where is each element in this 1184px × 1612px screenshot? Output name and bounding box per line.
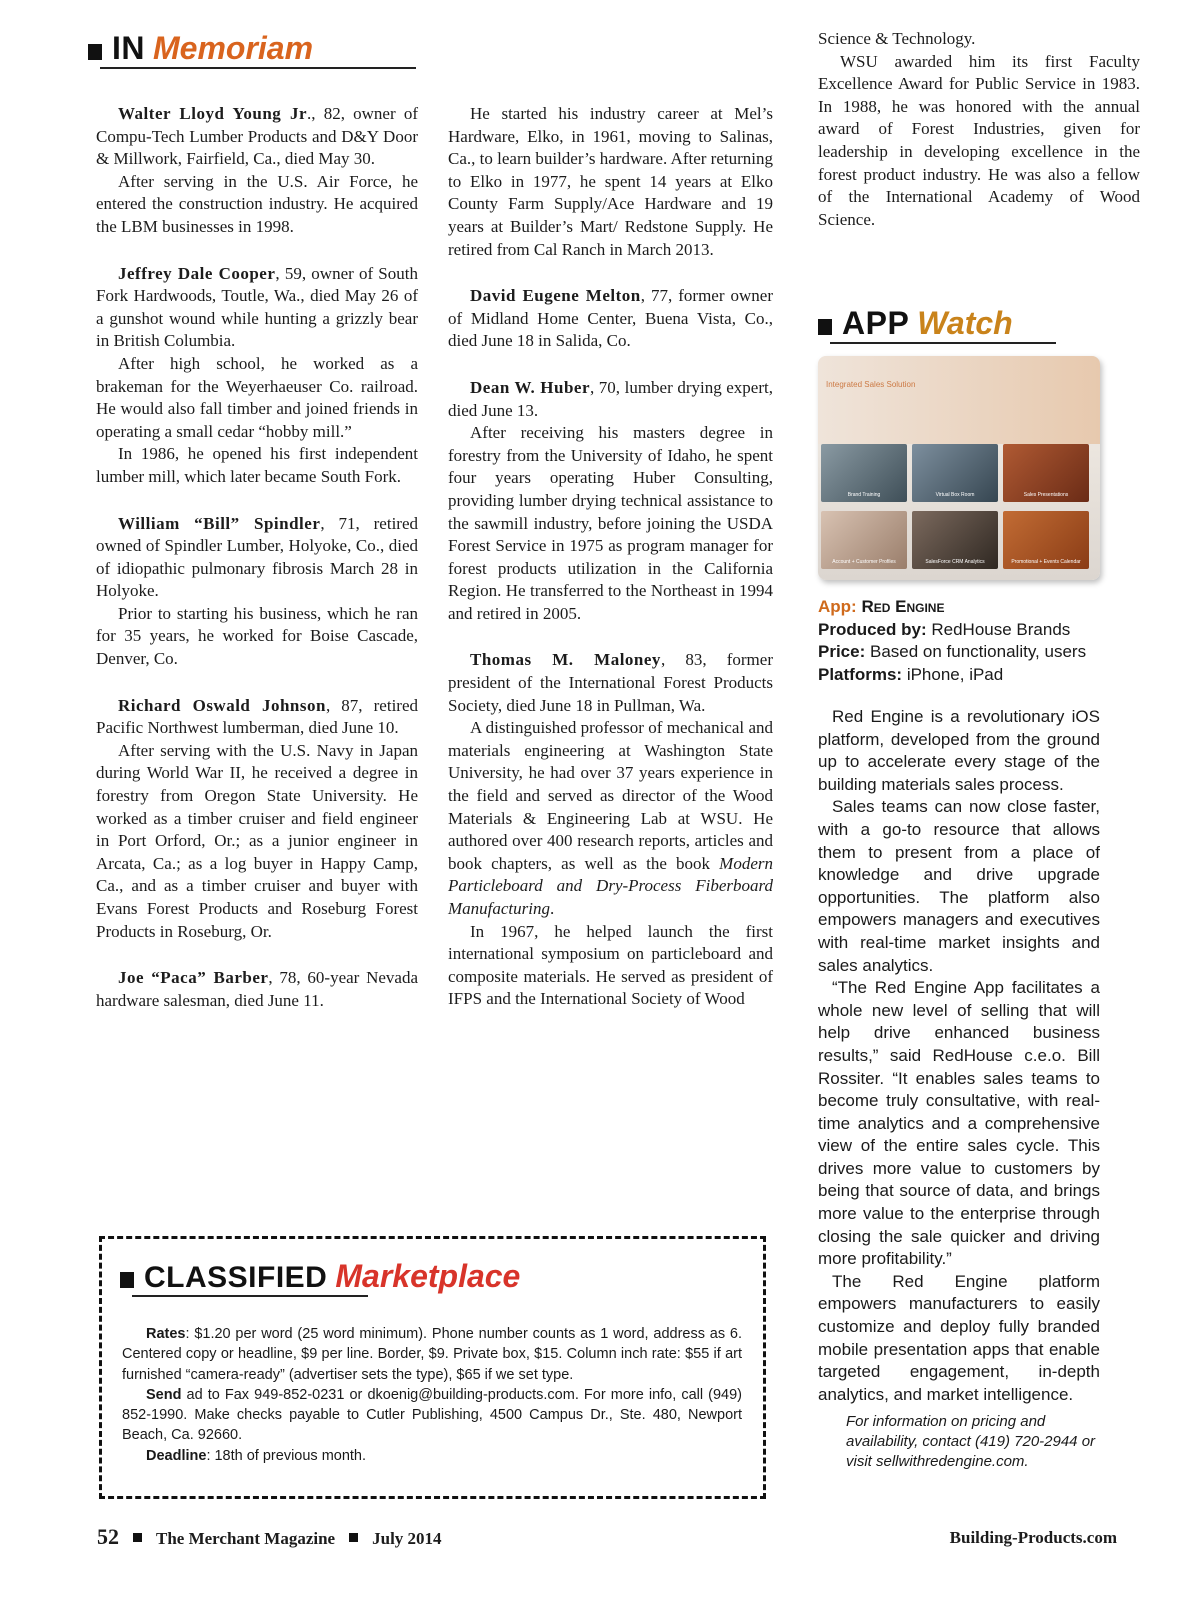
app-price-line: Price: Based on functionality, users xyxy=(818,642,1087,662)
classified-rule xyxy=(132,1295,368,1297)
footer-square-icon xyxy=(133,1533,142,1542)
classified-send: Send ad to Fax 949-852-0231 or dkoenig@building-products.com. For more info, call (949) 852-1990. Make checks payable to Cutler Publishing, 4500 Campus Dr., Ste. 480, Newport Beach, Ca. 92660. xyxy=(122,1386,742,1444)
website-link[interactable]: Building-Products.com xyxy=(949,1528,1117,1547)
app-banner-text: Integrated Sales Solution xyxy=(826,380,916,389)
app-paragraph: Sales teams can now close faster, with a go-to resource that allows them to present from a place of knowledge and drive upgrade opportunities. The platform also empowers managers and executives with real-time market insights and sales analytics. xyxy=(818,797,1100,975)
classified-body xyxy=(122,1324,742,1466)
obituary-paragraph: After serving with the U.S. Navy in Japan during World War II, he received a degree in forestry from Oregon State University. He worked as a timber cruiser and field engineer in Port Orford, Or.; as a junior engineer in Arcata, Ca.; as a log buyer in Happy Camp, Ca., and as a timber cruiser and buyer with Evans Forest Products and Roseburg Forest Products in Roseburg, Or. xyxy=(96,740,418,941)
obituary-entry: Dean W. Huber, 70, lumber drying expert, died June 13. xyxy=(448,377,773,420)
memoriam-rule xyxy=(100,67,416,69)
memoriam-title-black: IN xyxy=(112,30,145,66)
memoriam-column-1 xyxy=(96,103,418,1012)
app-tile-image: Account + Customer Profiles xyxy=(821,511,907,569)
footer-square-icon xyxy=(349,1533,358,1542)
obituary-paragraph: After serving in the U.S. Air Force, he entered the construction industry. He acquired the LBM businesses in 1998. xyxy=(96,171,418,236)
app-watch-title-color: Watch xyxy=(917,305,1013,341)
app-tile-image: Promotional + Events Calendar xyxy=(1003,511,1089,569)
obituary-paragraph: A distinguished professor of mechanical and materials engineering at Washington State University, he had over 37 years experience in the field and served as director of the Wood Materials & Engineering Lab at WSU. He authored over 400 research reports, articles and book chapters, as well as the book Modern Particleboard and Dry-Process Fiberboard Manufacturing. xyxy=(448,718,773,918)
memoriam-heading xyxy=(88,30,313,67)
app-details xyxy=(818,596,1118,686)
app-watch-heading xyxy=(818,305,1013,342)
classified-deadline: Deadline: 18th of previous month. xyxy=(146,1447,367,1464)
classified-rates: Rates: $1.20 per word (25 word minimum). Phone number counts as 1 word, address as 6. Centered copy or headline, $9 per line. Border, $9. Private box, $15. Column inch rate: $55 if art furnished “camera-ready” (advertiser sets the type), $65 if we set type. xyxy=(122,1326,742,1383)
obituary-paragraph: In 1967, he helped launch the first international symposium on particleboard and composite materials. He served as president of IFPS and the International Society of Wood xyxy=(448,921,773,1009)
app-watch-title-black: APP xyxy=(842,305,910,341)
app-paragraph: “The Red Engine App facilitates a whole new level of selling that will help drive enhanced business results,” said RedHouse c.e.o. Bill Rossiter. “It enables sales teams to become truly consultative, with real-time analytics and a comprehensive view of the entire sales cycle. This drives more value to customers by being that source of data, and brings more value to the enterprise through closing the sale quicker and driving more profitability.” xyxy=(818,978,1100,1269)
app-watch-rule xyxy=(830,342,1056,344)
obituary-paragraph: Science & Technology. xyxy=(818,29,976,48)
classified-title-black: CLASSIFIED xyxy=(144,1261,328,1294)
app-paragraph: Red Engine is a revolutionary iOS platform, developed from the ground up to accelerate every stage of the building materials sales process. xyxy=(818,707,1100,794)
obituary-entry: Jeffrey Dale Cooper, 59, owner of South Fork Hardwoods, Toutle, Wa., died May 26 of a gunshot wound while hunting a grizzly bear in British Columbia. xyxy=(96,263,418,351)
app-tile-image: SalesForce CRM Analytics xyxy=(912,511,998,569)
obituary-entry: Richard Oswald Johnson, 87, retired Pacific Northwest lumberman, died June 10. xyxy=(96,695,418,738)
heading-square-icon xyxy=(120,1272,134,1288)
obituary-paragraph: After receiving his masters degree in forestry from the University of Idaho, he spent four years operating Huber Consulting, providing lumber drying technical assistance to the sawmill industry, before joining the USDA Forest Service in 1975 as program manager for forest products utilization in the California Region. He transferred to the Northeast in 1994 and retired in 2005. xyxy=(448,423,773,623)
app-paragraph: The Red Engine platform empowers manufacturers to easily customize and deploy fully branded mobile presentation apps that enable targeted engagement, in-depth analytics, and market intelligence. xyxy=(818,1271,1100,1404)
app-name-line: App: Red Engine xyxy=(818,597,945,616)
obituary-paragraph: WSU awarded him its first Faculty Excellence Award for Public Service in 1983. In 1988, he was honored with the annual award of Forest Industries, given for leadership in developing excellence in the forest product industry. He was also a fellow of the International Academy of Wood Science. xyxy=(818,51,1140,229)
book-title: Modern Particleboard and Dry-Process Fiberboard Manufacturing xyxy=(448,853,773,918)
obituary-paragraph: Prior to starting his business, which he ran for 35 years, he worked for Boise Cascade, Denver, Co. xyxy=(96,603,418,669)
app-screenshot-image xyxy=(818,356,1100,580)
app-contact-info: For information on pricing and availability, contact (419) 720-2944 or visit sellwithredengine.com. xyxy=(846,1413,1096,1470)
obituary-paragraph: In 1986, he opened his first independent lumber mill, which later became South Fork. xyxy=(96,444,418,486)
obituary-entry: William “Bill” Spindler, 71, retired owned of Spindler Lumber, Holyoke, Co., died of idiopathic pulmonary fibrosis March 28 in Holyoke. xyxy=(96,513,418,601)
app-description xyxy=(818,706,1100,1406)
app-tile-image: Virtual Box Room xyxy=(912,444,998,502)
memoriam-title-color: Memoriam xyxy=(153,30,314,66)
app-banner xyxy=(818,356,1100,444)
app-tile-image: Sales Presentations xyxy=(1003,444,1089,502)
heading-square-icon xyxy=(818,319,832,335)
page-footer xyxy=(97,1524,1117,1560)
obituary-paragraph: He started his industry career at Mel’s Hardware, Elko, in 1961, moving to Salinas, Ca., to learn builder’s hardware. After returning to Elko in 1977, he spent 14 years at Elko County Farm Supply/Ace Hardware and 19 years at Builder’s Mart/ Redstone Supply. He retired from Cal Ranch in March 2013. xyxy=(448,104,773,259)
obituary-entry: Walter Lloyd Young Jr., 82, owner of Compu-Tech Lumber Products and D&Y Door & Millwork, Fairfield, Ca., died May 30. xyxy=(96,104,418,169)
heading-square-icon xyxy=(88,44,102,60)
page-number: 52 xyxy=(97,1524,119,1549)
obituary-entry: Thomas M. Maloney, 83, former president of the International Forest Products Society, died June 18 in Pullman, Wa. xyxy=(448,650,773,715)
obituary-entry: David Eugene Melton, 77, former owner of Midland Home Center, Buena Vista, Co., died June 18 in Salida, Co. xyxy=(448,286,773,351)
obituary-entry: Joe “Paca” Barber, 78, 60-year Nevada hardware salesman, died June 11. xyxy=(96,968,419,1010)
memoriam-column-2 xyxy=(448,103,773,1011)
magazine-name: The Merchant Magazine xyxy=(156,1529,336,1548)
obituary-paragraph: After high school, he worked as a brakeman for the Weyerhaeuser Co. railroad. He would also fall timber and joined friends in operating a small cedar “hobby mill.” xyxy=(96,353,418,441)
issue-date: July 2014 xyxy=(372,1529,442,1548)
app-platforms-line: Platforms: iPhone, iPad xyxy=(818,664,1004,684)
app-producer-line: Produced by: RedHouse Brands xyxy=(818,619,1071,639)
classified-heading xyxy=(120,1258,520,1295)
classified-title-color: Marketplace xyxy=(335,1258,521,1294)
memoriam-column-3 xyxy=(818,28,1140,231)
app-tile-image: Brand Training xyxy=(821,444,907,502)
